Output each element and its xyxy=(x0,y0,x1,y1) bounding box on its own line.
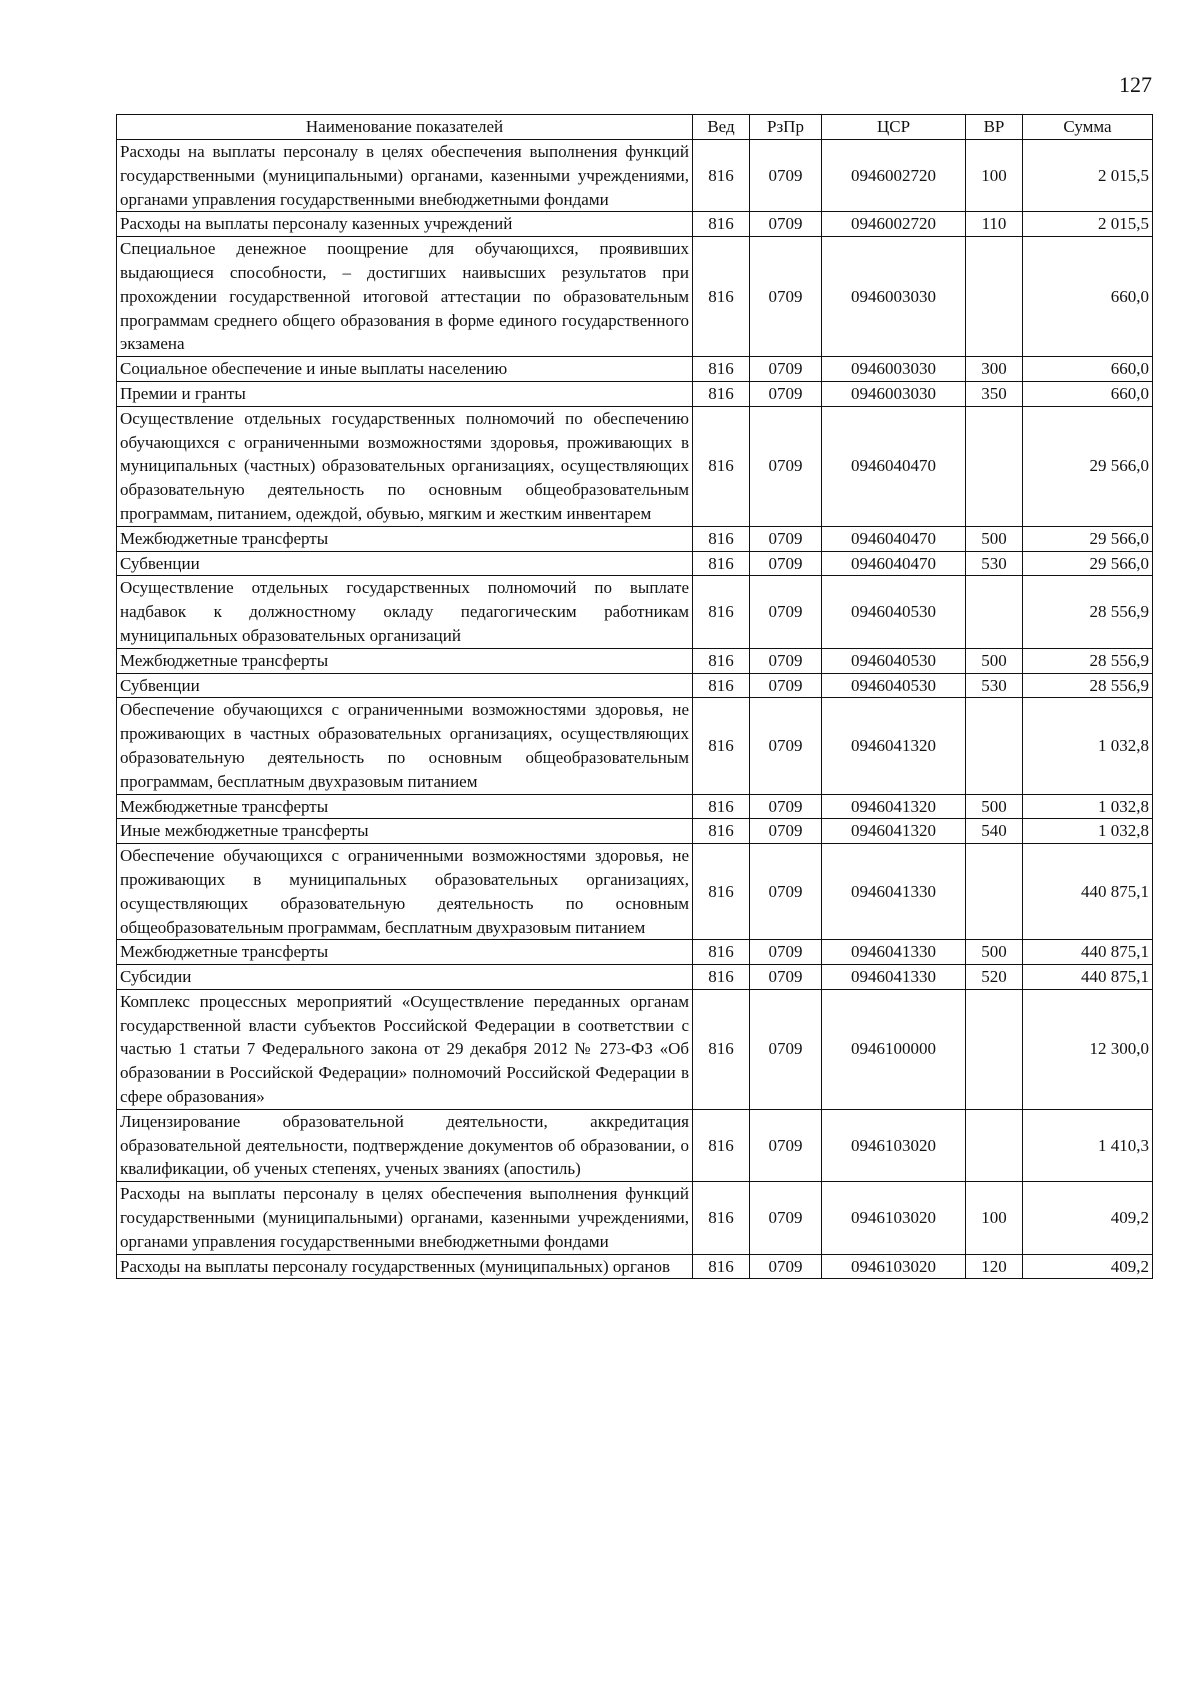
table-header-row xyxy=(117,115,1153,140)
cell-csr: 0946103020 xyxy=(822,1182,966,1254)
cell-rzpr: 0709 xyxy=(750,406,822,526)
cell-vr: 100 xyxy=(966,140,1023,212)
cell-ved: 816 xyxy=(693,965,750,990)
cell-csr: 0946040470 xyxy=(822,406,966,526)
cell-ved: 816 xyxy=(693,576,750,648)
cell-csr: 0946041330 xyxy=(822,965,966,990)
cell-rzpr: 0709 xyxy=(750,1182,822,1254)
table-row xyxy=(117,576,1153,648)
cell-csr: 0946041330 xyxy=(822,844,966,940)
cell-vr: 350 xyxy=(966,381,1023,406)
cell-rzpr: 0709 xyxy=(750,551,822,576)
cell-sum: 440 875,1 xyxy=(1023,965,1153,990)
cell-name: Комплекс процессных мероприятий «Осуществление переданных органам государственной власти субъектов Российской Федерации в соответствии с частью 1 статьи 7 Федерального закона от 29 декабря 2012 № 273-ФЗ «Об образовании в Российской Федерации» полномочий Российской Федерации в сфере образования» xyxy=(117,989,693,1109)
cell-rzpr: 0709 xyxy=(750,357,822,382)
cell-rzpr: 0709 xyxy=(750,1109,822,1181)
cell-sum: 409,2 xyxy=(1023,1182,1153,1254)
cell-ved: 816 xyxy=(693,819,750,844)
cell-csr: 0946103020 xyxy=(822,1254,966,1279)
table-row xyxy=(117,648,1153,673)
cell-ved: 816 xyxy=(693,406,750,526)
cell-ved: 816 xyxy=(693,551,750,576)
cell-sum: 660,0 xyxy=(1023,381,1153,406)
cell-sum: 1 410,3 xyxy=(1023,1109,1153,1181)
cell-name: Социальное обеспечение и иные выплаты населению xyxy=(117,357,693,382)
cell-rzpr: 0709 xyxy=(750,794,822,819)
cell-vr: 530 xyxy=(966,551,1023,576)
cell-vr: 300 xyxy=(966,357,1023,382)
cell-csr: 0946040530 xyxy=(822,673,966,698)
cell-name: Иные межбюджетные трансферты xyxy=(117,819,693,844)
cell-rzpr: 0709 xyxy=(750,844,822,940)
cell-ved: 816 xyxy=(693,140,750,212)
cell-name: Межбюджетные трансферты xyxy=(117,940,693,965)
cell-vr: 500 xyxy=(966,794,1023,819)
cell-ved: 816 xyxy=(693,1109,750,1181)
header-name: Наименование показателей xyxy=(117,115,693,140)
cell-sum: 1 032,8 xyxy=(1023,794,1153,819)
cell-name: Обеспечение обучающихся с ограниченными возможностями здоровья, не проживающих в частных образовательных организациях, осуществляющих образовательную деятельность по основным общеобразовательным программам, бесплатным двухразовым питанием xyxy=(117,698,693,794)
header-ved: Вед xyxy=(693,115,750,140)
cell-csr: 0946002720 xyxy=(822,212,966,237)
cell-vr xyxy=(966,1109,1023,1181)
cell-rzpr: 0709 xyxy=(750,965,822,990)
table-row xyxy=(117,551,1153,576)
budget-table xyxy=(116,114,1153,1279)
cell-csr: 0946041330 xyxy=(822,940,966,965)
cell-vr xyxy=(966,406,1023,526)
cell-ved: 816 xyxy=(693,844,750,940)
cell-sum: 440 875,1 xyxy=(1023,940,1153,965)
cell-sum: 1 032,8 xyxy=(1023,698,1153,794)
cell-sum: 29 566,0 xyxy=(1023,406,1153,526)
cell-vr: 500 xyxy=(966,526,1023,551)
cell-csr: 0946100000 xyxy=(822,989,966,1109)
header-rzpr: РзПр xyxy=(750,115,822,140)
cell-rzpr: 0709 xyxy=(750,1254,822,1279)
cell-ved: 816 xyxy=(693,794,750,819)
cell-vr: 100 xyxy=(966,1182,1023,1254)
cell-name: Обеспечение обучающихся с ограниченными возможностями здоровья, не проживающих в муниципальных образовательных организациях, осуществляющих образовательную деятельность по основным общеобразовательным программам, бесплатным двухразовым питанием xyxy=(117,844,693,940)
cell-rzpr: 0709 xyxy=(750,698,822,794)
cell-sum: 12 300,0 xyxy=(1023,989,1153,1109)
cell-sum: 28 556,9 xyxy=(1023,648,1153,673)
table-body xyxy=(117,140,1153,1279)
table-row xyxy=(117,381,1153,406)
cell-sum: 660,0 xyxy=(1023,237,1153,357)
cell-ved: 816 xyxy=(693,989,750,1109)
table-row xyxy=(117,140,1153,212)
cell-vr: 500 xyxy=(966,940,1023,965)
cell-csr: 0946041320 xyxy=(822,698,966,794)
cell-sum: 409,2 xyxy=(1023,1254,1153,1279)
cell-sum: 440 875,1 xyxy=(1023,844,1153,940)
table-row xyxy=(117,1109,1153,1181)
cell-name: Субвенции xyxy=(117,551,693,576)
table-row xyxy=(117,698,1153,794)
table-row xyxy=(117,357,1153,382)
table-row xyxy=(117,940,1153,965)
header-csr: ЦСР xyxy=(822,115,966,140)
cell-ved: 816 xyxy=(693,648,750,673)
cell-ved: 816 xyxy=(693,1254,750,1279)
cell-name: Межбюджетные трансферты xyxy=(117,648,693,673)
cell-vr xyxy=(966,989,1023,1109)
table-row xyxy=(117,212,1153,237)
cell-vr: 540 xyxy=(966,819,1023,844)
cell-vr: 520 xyxy=(966,965,1023,990)
cell-rzpr: 0709 xyxy=(750,576,822,648)
table-row xyxy=(117,673,1153,698)
header-sum: Сумма xyxy=(1023,115,1153,140)
cell-name: Осуществление отдельных государственных полномочий по обеспечению обучающихся с ограниченными возможностями здоровья, проживающих в муниципальных (частных) образовательных организациях, осуществляющих образовательную деятельность по основным общеобразовательным программам, питанием, одеждой, обувью, мягким и жестким инвентарем xyxy=(117,406,693,526)
cell-sum: 28 556,9 xyxy=(1023,576,1153,648)
cell-ved: 816 xyxy=(693,526,750,551)
cell-vr: 500 xyxy=(966,648,1023,673)
cell-rzpr: 0709 xyxy=(750,989,822,1109)
cell-ved: 816 xyxy=(693,698,750,794)
cell-rzpr: 0709 xyxy=(750,212,822,237)
cell-ved: 816 xyxy=(693,673,750,698)
cell-ved: 816 xyxy=(693,357,750,382)
table-row xyxy=(117,1254,1153,1279)
cell-name: Межбюджетные трансферты xyxy=(117,526,693,551)
cell-sum: 2 015,5 xyxy=(1023,212,1153,237)
cell-name: Осуществление отдельных государственных полномочий по выплате надбавок к должностному окладу педагогическим работникам муниципальных образовательных организаций xyxy=(117,576,693,648)
table-row xyxy=(117,844,1153,940)
cell-vr: 120 xyxy=(966,1254,1023,1279)
cell-sum: 660,0 xyxy=(1023,357,1153,382)
cell-sum: 2 015,5 xyxy=(1023,140,1153,212)
cell-csr: 0946002720 xyxy=(822,140,966,212)
cell-vr: 530 xyxy=(966,673,1023,698)
cell-rzpr: 0709 xyxy=(750,940,822,965)
cell-ved: 816 xyxy=(693,212,750,237)
table-row xyxy=(117,1182,1153,1254)
table-row xyxy=(117,989,1153,1109)
table-row xyxy=(117,965,1153,990)
cell-ved: 816 xyxy=(693,237,750,357)
cell-rzpr: 0709 xyxy=(750,819,822,844)
cell-name: Расходы на выплаты персоналу в целях обеспечения выполнения функций государственными (муниципальными) органами, казенными учреждениями, органами управления государственными внебюджетными фондами xyxy=(117,140,693,212)
table-row xyxy=(117,819,1153,844)
cell-csr: 0946040530 xyxy=(822,576,966,648)
cell-csr: 0946003030 xyxy=(822,381,966,406)
cell-sum: 29 566,0 xyxy=(1023,551,1153,576)
cell-ved: 816 xyxy=(693,940,750,965)
cell-csr: 0946103020 xyxy=(822,1109,966,1181)
cell-name: Межбюджетные трансферты xyxy=(117,794,693,819)
header-vr: ВР xyxy=(966,115,1023,140)
cell-vr: 110 xyxy=(966,212,1023,237)
cell-name: Расходы на выплаты персоналу казенных учреждений xyxy=(117,212,693,237)
cell-name: Специальное денежное поощрение для обучающихся, проявивших выдающиеся способности, – достигших наивысших результатов при прохождении государственной итоговой аттестации по образовательным программам среднего общего образования в форме единого государственного экзамена xyxy=(117,237,693,357)
cell-vr xyxy=(966,698,1023,794)
cell-vr xyxy=(966,844,1023,940)
cell-csr: 0946003030 xyxy=(822,357,966,382)
cell-sum: 1 032,8 xyxy=(1023,819,1153,844)
page-number: 127 xyxy=(1119,72,1152,97)
cell-sum: 28 556,9 xyxy=(1023,673,1153,698)
cell-ved: 816 xyxy=(693,381,750,406)
table-row xyxy=(117,237,1153,357)
cell-csr: 0946041320 xyxy=(822,794,966,819)
table-row xyxy=(117,794,1153,819)
cell-name: Расходы на выплаты персоналу в целях обеспечения выполнения функций государственными (муниципальными) органами, казенными учреждениями, органами управления государственными внебюджетными фондами xyxy=(117,1182,693,1254)
cell-vr xyxy=(966,237,1023,357)
cell-csr: 0946040470 xyxy=(822,526,966,551)
cell-csr: 0946040470 xyxy=(822,551,966,576)
cell-sum: 29 566,0 xyxy=(1023,526,1153,551)
table-row xyxy=(117,406,1153,526)
cell-rzpr: 0709 xyxy=(750,140,822,212)
cell-rzpr: 0709 xyxy=(750,673,822,698)
table-row xyxy=(117,526,1153,551)
cell-rzpr: 0709 xyxy=(750,237,822,357)
cell-csr: 0946040530 xyxy=(822,648,966,673)
cell-name: Субвенции xyxy=(117,673,693,698)
cell-name: Расходы на выплаты персоналу государственных (муниципальных) органов xyxy=(117,1254,693,1279)
cell-csr: 0946041320 xyxy=(822,819,966,844)
cell-rzpr: 0709 xyxy=(750,648,822,673)
cell-name: Субсидии xyxy=(117,965,693,990)
cell-csr: 0946003030 xyxy=(822,237,966,357)
cell-name: Премии и гранты xyxy=(117,381,693,406)
cell-name: Лицензирование образовательной деятельности, аккредитация образовательной деятельности, подтверждение документов об образовании, о квалификации, об ученых степенях, ученых званиях (апостиль) xyxy=(117,1109,693,1181)
cell-vr xyxy=(966,576,1023,648)
cell-ved: 816 xyxy=(693,1182,750,1254)
cell-rzpr: 0709 xyxy=(750,526,822,551)
cell-rzpr: 0709 xyxy=(750,381,822,406)
